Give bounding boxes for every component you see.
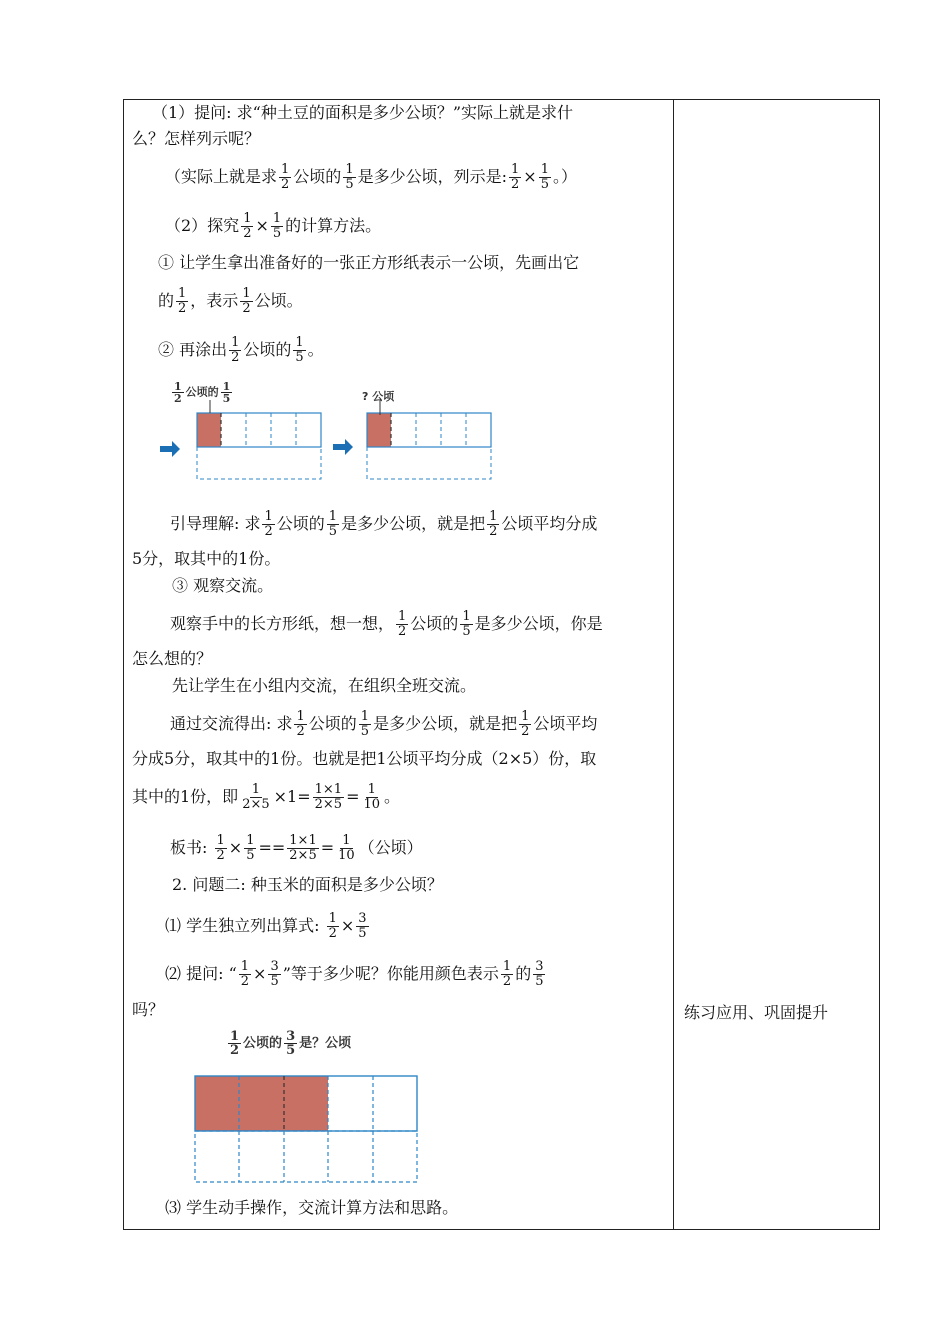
fraction: $\frac{1}{5}$ bbox=[540, 162, 549, 192]
fraction: $\frac{3}{5}$ bbox=[535, 959, 544, 989]
text-line-9: 5分，取其中的1份。 bbox=[132, 549, 281, 568]
text-line-17: 板书: $\frac{1}{2}$ × $\frac{1}{5}$ == $\frac{1\times 1}{2\times 5}$ = $\frac{1}{10}$ （公顷） bbox=[170, 833, 423, 863]
fraction: $\frac{1}{2}$ bbox=[242, 286, 251, 316]
figure-3-label: $\frac{1}{2}$ 公顷的 $\frac{3}{5}$ 是？公顷 bbox=[230, 1029, 352, 1058]
fraction: $\frac{1}{2}$ bbox=[216, 833, 225, 863]
fraction: $\frac{1\times 1}{2\times 5}$ bbox=[314, 782, 343, 812]
text-line-5: ① 让学生拿出准备好的一张正方形纸表示一公顷，先画出它 bbox=[158, 253, 580, 272]
fraction: $\frac{1}{2}$ bbox=[240, 959, 250, 989]
text-line-3: （实际上就是求 $\frac{1}{2}$ 公顷的 $\frac{1}{5}$ 是多少公顷，列示是: $\frac{1}{2}$ × $\frac{1}{5}$ 。） bbox=[165, 162, 577, 192]
fraction: $\frac{1}{2}$ bbox=[264, 509, 273, 539]
fraction: $\frac{1}{2}$ bbox=[521, 709, 530, 739]
text-line-6: 的 $\frac{1}{2}$ ，表示 $\frac{1}{2}$ 公顷。 bbox=[158, 286, 303, 316]
text-line-12: 怎么想的？ bbox=[132, 649, 213, 668]
text-line-10: ③ 观察交流。 bbox=[172, 576, 274, 595]
side-note: 练习应用、巩固提升 bbox=[684, 1003, 829, 1022]
fraction: $\frac{3}{5}$ bbox=[270, 959, 279, 989]
figure-1-label: $\frac{1}{2}$ 公顷的 $\frac{1}{5}$ bbox=[174, 380, 231, 405]
text-line-7: ② 再涂出 $\frac{1}{2}$ 公顷的 $\frac{1}{5}$ 。 bbox=[158, 335, 324, 365]
fraction: $\frac{1}{2}$ bbox=[511, 162, 520, 192]
fraction-figure-3 bbox=[190, 1070, 422, 1190]
text-line-13: 先让学生在小组内交流，在组织全班交流。 bbox=[172, 676, 477, 695]
fraction: $\frac{1}{2}$ bbox=[243, 211, 252, 241]
fraction: $\frac{1}{10}$ bbox=[338, 833, 355, 863]
text-line-16: 其中的1份，即 $\frac{1}{2\times 5}$ ×1= $\frac{1\times 1}{2\times 5}$ = $\frac{1}{10}$ 。 bbox=[132, 782, 401, 812]
fraction: $\frac{1}{5}$ bbox=[360, 709, 370, 739]
text-line-15: 分成5分，取其中的1份。也就是把1公顷平均分成（2×5）份，取 bbox=[132, 749, 597, 768]
fraction: $\frac{1}{2}$ bbox=[328, 911, 337, 941]
text-line-22: ⑶ 学生动手操作，交流计算方法和思路。 bbox=[165, 1198, 459, 1217]
text-line-21: 吗？ bbox=[132, 1000, 165, 1019]
fraction: $\frac{1}{5}$ bbox=[272, 211, 282, 241]
fraction-figure-1-2 bbox=[150, 395, 510, 485]
fraction: $\frac{1}{2}$ bbox=[502, 959, 512, 989]
text-line-2: 么？怎样列示呢？ bbox=[132, 129, 261, 148]
fraction: $\frac{3}{5}$ bbox=[358, 911, 367, 941]
arrow-right-icon bbox=[160, 441, 180, 457]
fraction: $\frac{1\times 1}{2\times 5}$ bbox=[289, 833, 317, 863]
text-line-14: 通过交流得出: 求 $\frac{1}{2}$ 公顷的 $\frac{1}{5}$ 是多少公顷，就是把 $\frac{1}{2}$ 公顷平均 bbox=[170, 709, 598, 739]
fraction: $\frac{1}{5}$ bbox=[345, 162, 354, 192]
fraction: $\frac{1}{2}$ bbox=[398, 609, 407, 639]
arrow-right-icon bbox=[333, 439, 353, 455]
text-line-11: 观察手中的长方形纸，想一想， $\frac{1}{2}$ 公顷的 $\frac{1}{5}$ 是多少公顷，你是 bbox=[170, 609, 603, 639]
text-line-1: （1）提问: 求“种土豆的面积是多少公顷？”实际上就是求什 bbox=[152, 103, 574, 122]
fraction: $\frac{1}{2}$ bbox=[281, 162, 290, 192]
fraction: $\frac{1}{2}$ bbox=[296, 709, 305, 739]
column-divider bbox=[673, 99, 674, 1230]
text-line-19: ⑴ 学生独立列出算式: $\frac{1}{2}$ × $\frac{3}{5}$ bbox=[165, 911, 367, 941]
fraction: $\frac{1}{5}$ bbox=[295, 335, 304, 365]
fraction: $\frac{1}{5}$ bbox=[246, 833, 255, 863]
text-line-18: 2. 问题二: 种玉米的面积是多少公顷？ bbox=[172, 875, 443, 894]
fraction: $\frac{1}{2\times 5}$ bbox=[242, 782, 270, 812]
text-line-4: （2）探究 $\frac{1}{2}$ × $\frac{1}{5}$ 的计算方法。 bbox=[165, 211, 382, 241]
fraction: $\frac{1}{5}$ bbox=[328, 509, 338, 539]
fraction: $\frac{1}{2}$ bbox=[231, 335, 240, 365]
text-line-20: ⑵ 提问: “ $\frac{1}{2}$ × $\frac{3}{5}$ ”等于多少呢？你能用颜色表示 $\frac{1}{2}$ 的 $\frac{3}{5}$ bbox=[165, 959, 544, 989]
fraction: $\frac{1}{2}$ bbox=[178, 286, 187, 316]
figure-2-label: ? 公顷 bbox=[362, 390, 395, 403]
fraction: $\frac{1}{2}$ bbox=[489, 509, 498, 539]
fraction: $\frac{1}{5}$ bbox=[462, 609, 471, 639]
fraction: $\frac{1}{10}$ bbox=[363, 782, 381, 812]
text-line-8: 引导理解: 求 $\frac{1}{2}$ 公顷的 $\frac{1}{5}$ 是多少公顷，就是把 $\frac{1}{2}$ 公顷平均分成 bbox=[170, 509, 598, 539]
